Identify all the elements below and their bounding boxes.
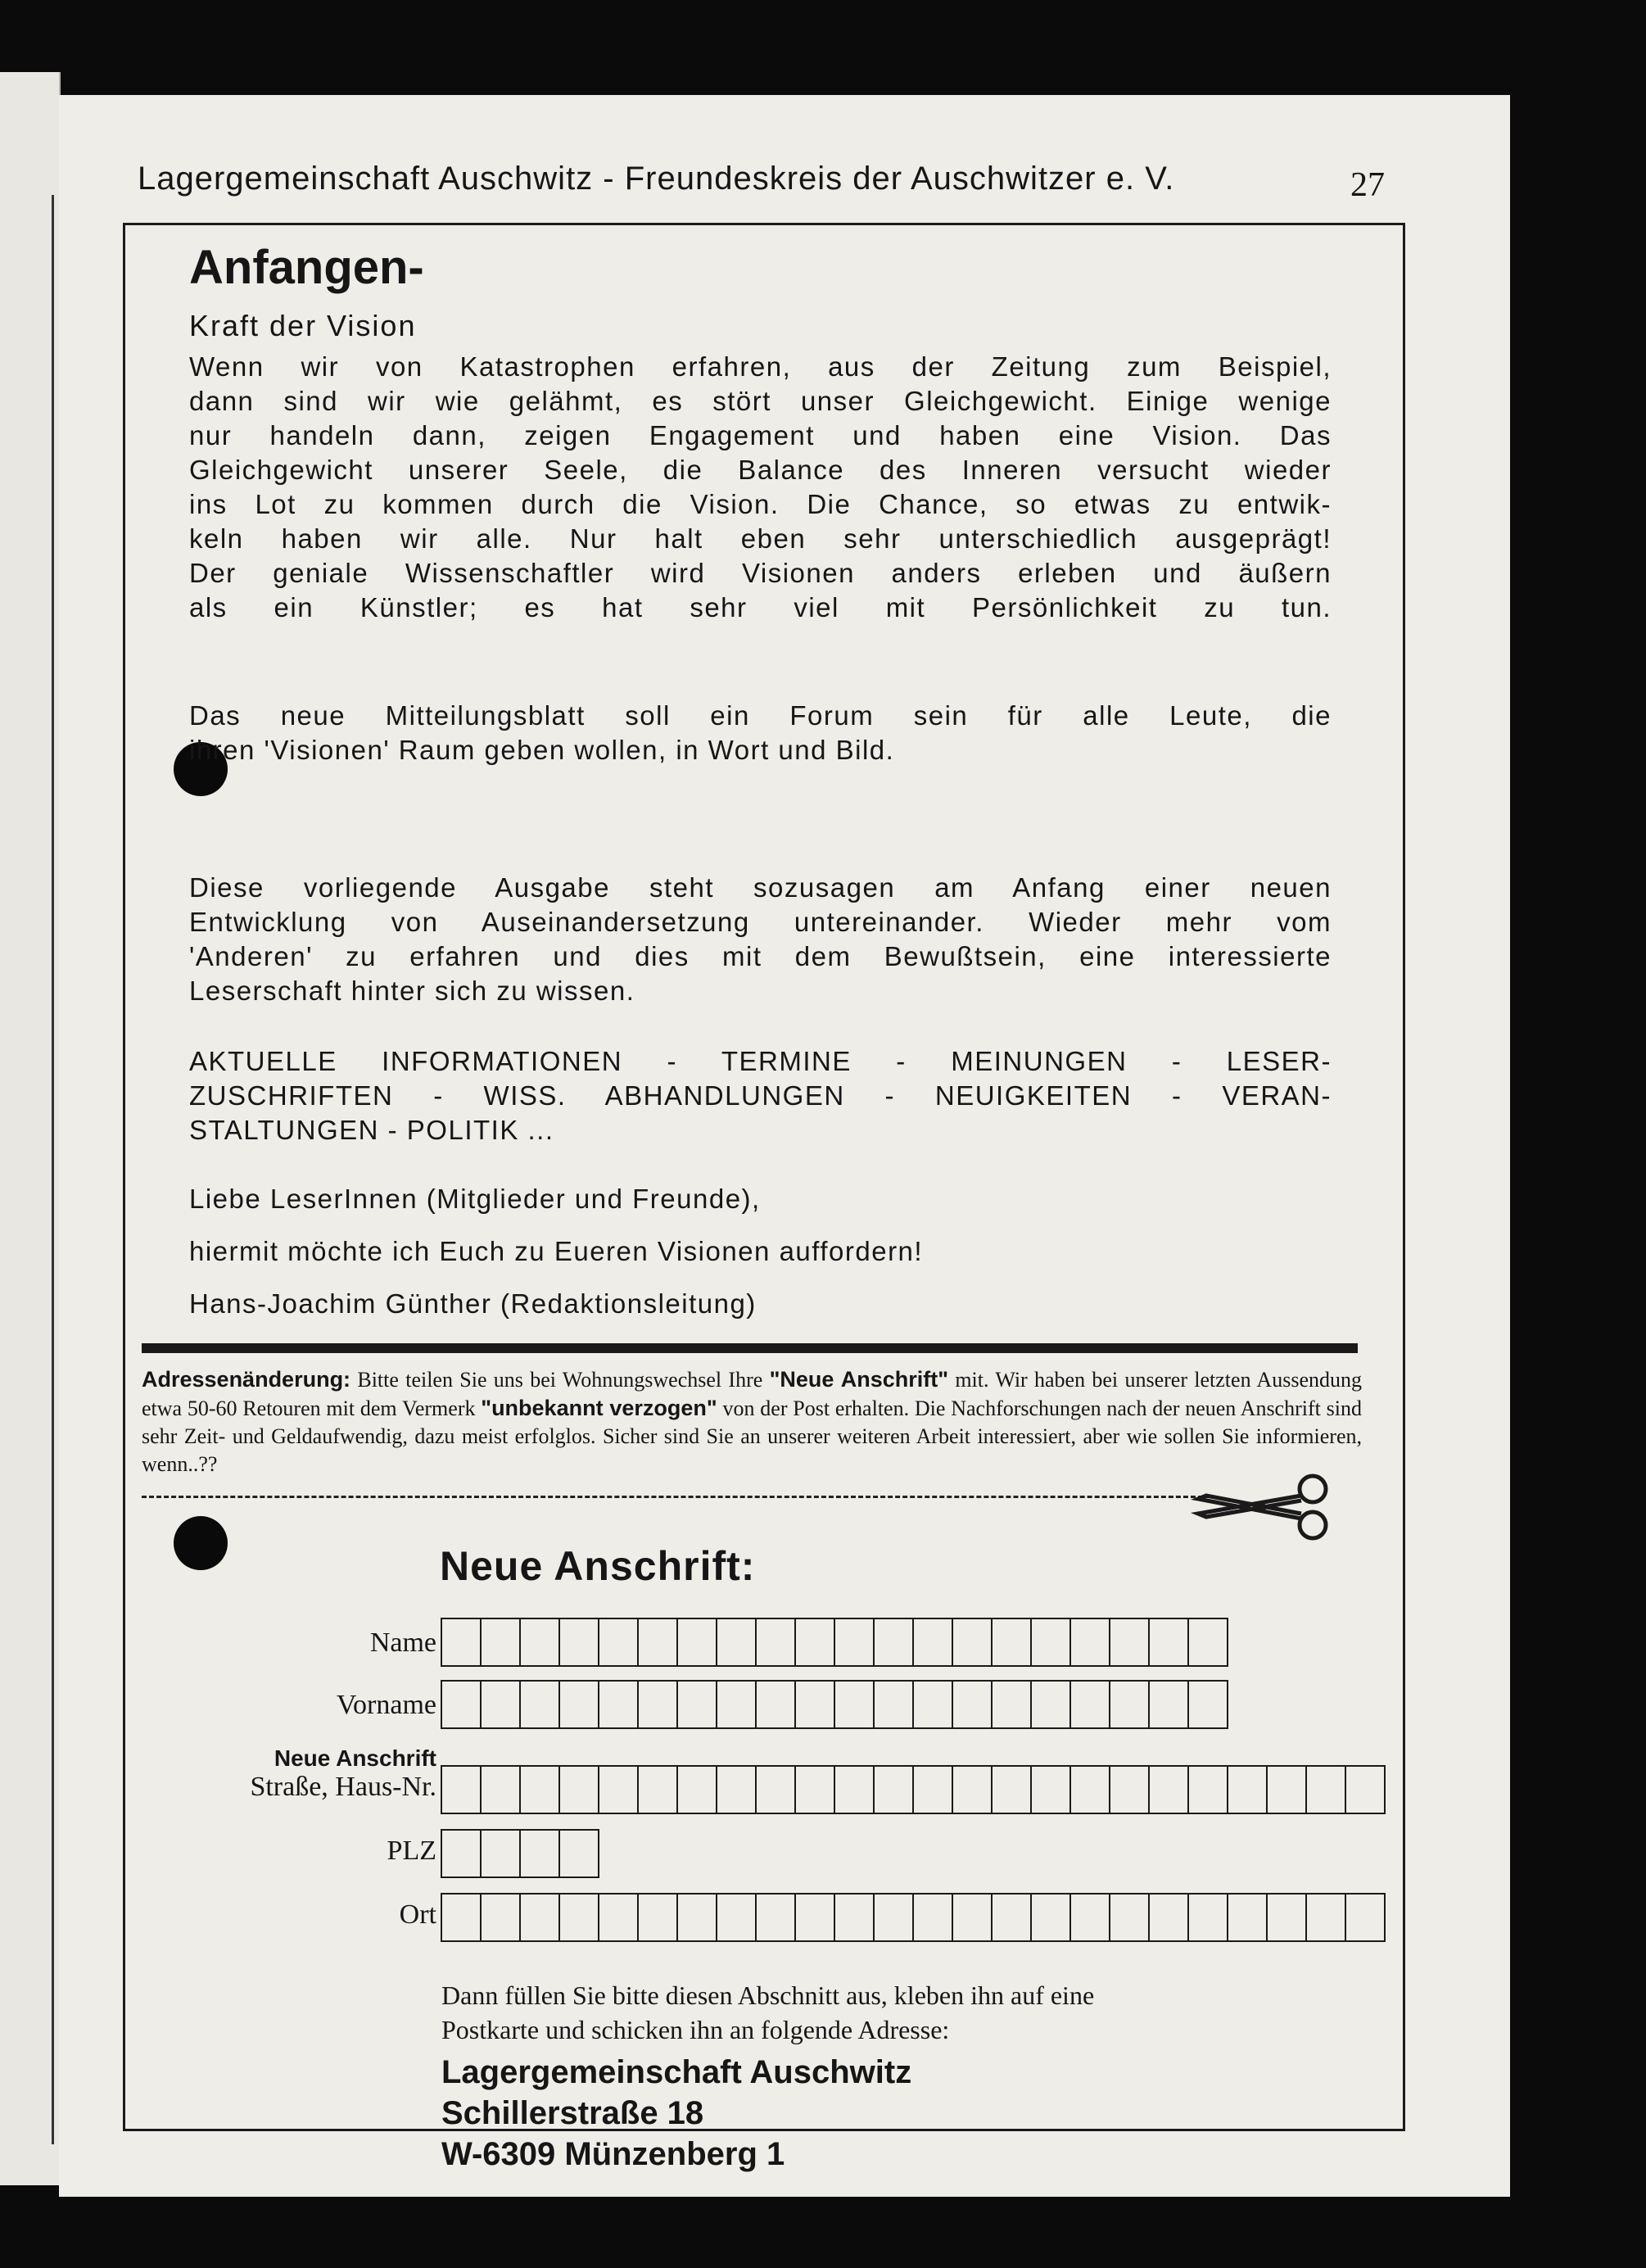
char-box[interactable] bbox=[1030, 1618, 1071, 1667]
text-line: dann sind wir wie gelähmt, es stört unser Gleichgewicht. Einige wenige bbox=[189, 386, 1332, 416]
text-line: Leserschaft hinter sich zu wissen. bbox=[189, 976, 635, 1006]
text-line: Der geniale Wissenschaftler wird Visionen anders erleben und äußern bbox=[189, 558, 1332, 588]
char-box[interactable] bbox=[1069, 1618, 1110, 1667]
text-line: Gleichgewicht unserer Seele, die Balance des Inneren versucht wieder bbox=[189, 455, 1332, 485]
plz-boxes[interactable] bbox=[441, 1829, 598, 1878]
address-line: W-6309 Münzenberg 1 bbox=[441, 2136, 785, 2172]
notice-text: mit. Wir haben bei unserer letzten Aussendung etwa 50-60 Retouren mit dem Vermerk bbox=[142, 1368, 1362, 1420]
page-edge-line bbox=[52, 195, 54, 2144]
text-line: STALTUNGEN - POLITIK ... bbox=[189, 1115, 554, 1145]
char-box[interactable] bbox=[794, 1680, 835, 1729]
char-box[interactable] bbox=[834, 1893, 875, 1942]
notice-emphasis: "unbekannt verzogen" bbox=[481, 1396, 717, 1420]
char-box[interactable] bbox=[1069, 1893, 1110, 1942]
char-box[interactable] bbox=[676, 1618, 717, 1667]
strasse-label: Straße, Haus-Nr. bbox=[250, 1772, 436, 1802]
ort-label: Ort bbox=[399, 1899, 436, 1930]
scissors-icon bbox=[1182, 1466, 1345, 1548]
notice-emphasis: "Neue Anschrift" bbox=[769, 1367, 949, 1392]
text-line: AKTUELLE INFORMATIONEN - TERMINE - MEINUNGEN - LESER- bbox=[189, 1046, 1332, 1076]
text-line: ZUSCHRIFTEN - WISS. ABHANDLUNGEN - NEUIGKEITEN - VERAN- bbox=[189, 1080, 1332, 1111]
vorname-label: Vorname bbox=[336, 1690, 436, 1720]
char-box[interactable] bbox=[1305, 1765, 1346, 1814]
char-box[interactable] bbox=[441, 1829, 482, 1878]
char-box[interactable] bbox=[1305, 1893, 1346, 1942]
char-box[interactable] bbox=[873, 1893, 914, 1942]
greeting: Liebe LeserInnen (Mitglieder und Freunde), bbox=[189, 1184, 761, 1214]
paragraph-issue bbox=[189, 871, 1332, 1008]
instruction-line: Dann füllen Sie bitte diesen Abschnitt aus, kleben ihn auf eine bbox=[441, 1981, 1095, 2010]
char-box[interactable] bbox=[558, 1765, 599, 1814]
char-box[interactable] bbox=[873, 1680, 914, 1729]
address-change-notice bbox=[142, 1365, 1362, 1478]
char-box[interactable] bbox=[716, 1893, 757, 1942]
char-box[interactable] bbox=[1187, 1618, 1228, 1667]
notice-text: von der Post erhalten. Die Nachforschungen nach der neuen Anschrift sind sehr Zeit- und Geldaufwendig, dazu meist erfolglos. Sicher sind Sie an unserer weiteren Arbeit interessiert, aber wie sollen Sie informieren, wenn..?? bbox=[142, 1397, 1362, 1476]
char-box[interactable] bbox=[755, 1618, 796, 1667]
char-box[interactable] bbox=[676, 1765, 717, 1814]
paragraph-forum bbox=[189, 699, 1332, 767]
char-box[interactable] bbox=[519, 1829, 560, 1878]
running-header: Lagergemeinschaft Auschwitz - Freundeskreis der Auschwitzer e. V. bbox=[138, 161, 1175, 197]
char-box[interactable] bbox=[558, 1680, 599, 1729]
text-line: Wenn wir von Katastrophen erfahren, aus der Zeitung zum Beispiel, bbox=[189, 351, 1332, 382]
char-box[interactable] bbox=[480, 1829, 521, 1878]
signature: Hans-Joachim Günther (Redaktionsleitung) bbox=[189, 1288, 757, 1319]
text-line: ihren 'Visionen' Raum geben wollen, in Wort und Bild. bbox=[189, 735, 895, 765]
adjacent-page-edge bbox=[0, 72, 61, 2185]
char-box[interactable] bbox=[912, 1765, 953, 1814]
char-box[interactable] bbox=[637, 1893, 678, 1942]
text-line: Entwicklung von Auseinandersetzung untereinander. Wieder mehr vom bbox=[189, 907, 1332, 937]
char-box[interactable] bbox=[1187, 1680, 1228, 1729]
strasse-boxes[interactable] bbox=[441, 1765, 1384, 1814]
form-title: Neue Anschrift: bbox=[440, 1543, 756, 1589]
char-box[interactable] bbox=[480, 1765, 521, 1814]
char-box[interactable] bbox=[1109, 1765, 1150, 1814]
char-box[interactable] bbox=[637, 1618, 678, 1667]
char-box[interactable] bbox=[558, 1893, 599, 1942]
char-box[interactable] bbox=[1030, 1680, 1071, 1729]
char-box[interactable] bbox=[1187, 1893, 1228, 1942]
article-subtitle: Kraft der Vision bbox=[189, 309, 417, 342]
char-box[interactable] bbox=[1109, 1893, 1150, 1942]
char-box[interactable] bbox=[952, 1680, 993, 1729]
char-box[interactable] bbox=[598, 1893, 639, 1942]
char-box[interactable] bbox=[1109, 1618, 1150, 1667]
text-line: ins Lot zu kommen durch die Vision. Die Chance, so etwas zu entwik- bbox=[189, 489, 1332, 519]
address-line: Schillerstraße 18 bbox=[441, 2095, 704, 2131]
char-box[interactable] bbox=[991, 1765, 1032, 1814]
char-box[interactable] bbox=[1345, 1765, 1386, 1814]
char-box[interactable] bbox=[1069, 1765, 1110, 1814]
form-instructions bbox=[441, 1978, 1094, 2047]
char-box[interactable] bbox=[1030, 1893, 1071, 1942]
char-box[interactable] bbox=[716, 1680, 757, 1729]
char-box[interactable] bbox=[991, 1618, 1032, 1667]
article-title: Anfangen- bbox=[189, 241, 424, 294]
char-box[interactable] bbox=[598, 1765, 639, 1814]
char-box[interactable] bbox=[441, 1893, 482, 1942]
page-number: 27 bbox=[1350, 166, 1385, 204]
paragraph-vision bbox=[189, 350, 1332, 625]
content-frame bbox=[123, 223, 1405, 2172]
char-box[interactable] bbox=[873, 1765, 914, 1814]
notice-heading: Adressenänderung: bbox=[142, 1367, 351, 1392]
char-box[interactable] bbox=[637, 1765, 678, 1814]
text-line: Diese vorliegende Ausgabe steht sozusagen am Anfang einer neuen bbox=[189, 872, 1332, 903]
char-box[interactable] bbox=[1030, 1765, 1071, 1814]
char-box[interactable] bbox=[991, 1680, 1032, 1729]
char-box[interactable] bbox=[794, 1893, 835, 1942]
char-box[interactable] bbox=[794, 1618, 835, 1667]
char-box[interactable] bbox=[676, 1893, 717, 1942]
text-line: keln haben wir alle. Nur halt eben sehr unterschiedlich ausgeprägt! bbox=[189, 523, 1332, 554]
char-box[interactable] bbox=[480, 1893, 521, 1942]
char-box[interactable] bbox=[873, 1618, 914, 1667]
char-box[interactable] bbox=[637, 1680, 678, 1729]
text-line: Das neue Mitteilungsblatt soll ein Forum sein für alle Leute, die bbox=[189, 700, 1332, 731]
char-box[interactable] bbox=[598, 1618, 639, 1667]
document-page bbox=[59, 95, 1510, 2197]
char-box[interactable] bbox=[834, 1765, 875, 1814]
paragraph-topics bbox=[189, 1044, 1332, 1148]
char-box[interactable] bbox=[1148, 1618, 1189, 1667]
char-box[interactable] bbox=[1266, 1765, 1307, 1814]
char-box[interactable] bbox=[441, 1680, 482, 1729]
char-box[interactable] bbox=[1148, 1893, 1189, 1942]
name-boxes[interactable] bbox=[441, 1618, 1227, 1667]
char-box[interactable] bbox=[912, 1893, 953, 1942]
char-box[interactable] bbox=[519, 1893, 560, 1942]
instruction-line: Postkarte und schicken ihn an folgende Adresse: bbox=[441, 2015, 950, 2044]
char-box[interactable] bbox=[952, 1765, 993, 1814]
char-box[interactable] bbox=[952, 1618, 993, 1667]
char-box[interactable] bbox=[912, 1618, 953, 1667]
vorname-boxes[interactable] bbox=[441, 1680, 1227, 1729]
char-box[interactable] bbox=[794, 1765, 835, 1814]
char-box[interactable] bbox=[558, 1618, 599, 1667]
char-box[interactable] bbox=[480, 1680, 521, 1729]
name-label: Name bbox=[369, 1627, 436, 1658]
cut-line bbox=[142, 1496, 1210, 1498]
char-box[interactable] bbox=[912, 1680, 953, 1729]
char-box[interactable] bbox=[480, 1618, 521, 1667]
ort-boxes[interactable] bbox=[441, 1893, 1384, 1942]
call-to-action: hiermit möchte ich Euch zu Eueren Visionen auffordern! bbox=[189, 1236, 924, 1266]
neue-anschrift-label: Neue Anschrift bbox=[274, 1745, 436, 1771]
text-line: 'Anderen' zu erfahren und dies mit dem Bewußtsein, eine interessierte bbox=[189, 941, 1332, 971]
char-box[interactable] bbox=[519, 1618, 560, 1667]
char-box[interactable] bbox=[1266, 1893, 1307, 1942]
char-box[interactable] bbox=[1069, 1680, 1110, 1729]
char-box[interactable] bbox=[1227, 1765, 1268, 1814]
char-box[interactable] bbox=[598, 1680, 639, 1729]
divider-rule bbox=[142, 1343, 1358, 1353]
char-box[interactable] bbox=[952, 1893, 993, 1942]
char-box[interactable] bbox=[1227, 1893, 1268, 1942]
text-line: nur handeln dann, zeigen Engagement und haben eine Vision. Das bbox=[189, 420, 1332, 450]
plz-label: PLZ bbox=[387, 1836, 436, 1866]
char-box[interactable] bbox=[834, 1618, 875, 1667]
char-box[interactable] bbox=[716, 1765, 757, 1814]
mailing-address bbox=[441, 2052, 911, 2175]
char-box[interactable] bbox=[834, 1680, 875, 1729]
char-box[interactable] bbox=[755, 1765, 796, 1814]
char-box[interactable] bbox=[716, 1618, 757, 1667]
text-line: als ein Künstler; es hat sehr viel mit Persönlichkeit zu tun. bbox=[189, 592, 1332, 622]
char-box[interactable] bbox=[558, 1829, 599, 1878]
char-box[interactable] bbox=[1148, 1765, 1189, 1814]
char-box[interactable] bbox=[441, 1765, 482, 1814]
address-line: Lagergemeinschaft Auschwitz bbox=[441, 2054, 912, 2090]
char-box[interactable] bbox=[1148, 1680, 1189, 1729]
char-box[interactable] bbox=[991, 1893, 1032, 1942]
char-box[interactable] bbox=[755, 1680, 796, 1729]
char-box[interactable] bbox=[1345, 1893, 1386, 1942]
char-box[interactable] bbox=[676, 1680, 717, 1729]
char-box[interactable] bbox=[1109, 1680, 1150, 1729]
char-box[interactable] bbox=[441, 1618, 482, 1667]
char-box[interactable] bbox=[519, 1765, 560, 1814]
char-box[interactable] bbox=[755, 1893, 796, 1942]
char-box[interactable] bbox=[519, 1680, 560, 1729]
notice-text: Bitte teilen Sie uns bei Wohnungswechsel Ihre bbox=[350, 1368, 770, 1392]
char-box[interactable] bbox=[1187, 1765, 1228, 1814]
